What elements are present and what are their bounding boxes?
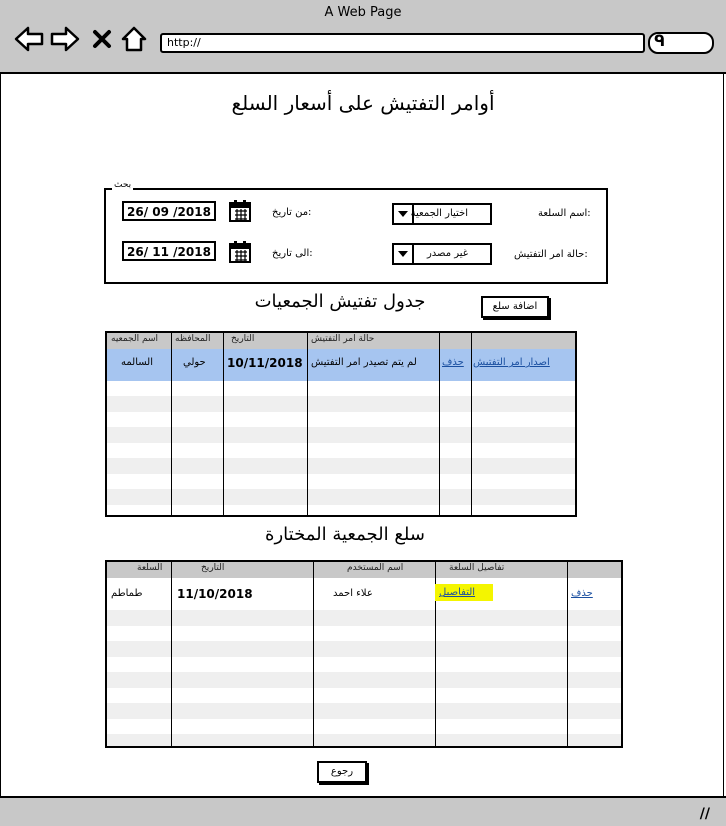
status-cell: لم يتم تصيدر امر التفتيش bbox=[311, 357, 417, 368]
commodity-cell: طماطم bbox=[111, 588, 143, 599]
add-goods-button[interactable]: اضافة سلع bbox=[481, 296, 549, 318]
date-cell: 10/11/2018 bbox=[227, 356, 303, 370]
resize-grip-icon[interactable]: // bbox=[699, 806, 710, 822]
home-icon[interactable] bbox=[120, 26, 148, 52]
search-icon: ᑫ bbox=[654, 32, 666, 50]
browser-toolbar bbox=[0, 0, 726, 74]
delete-link[interactable]: حذف bbox=[442, 357, 464, 368]
delete-link[interactable]: حذف bbox=[571, 588, 593, 599]
back-icon[interactable] bbox=[14, 26, 44, 52]
col-header-date: التاريخ bbox=[201, 563, 225, 573]
to-date-field[interactable]: 26/ 11 /2018 bbox=[122, 241, 216, 261]
search-legend: بحث bbox=[114, 180, 132, 190]
from-date-field[interactable]: 26/ 09 /2018 bbox=[122, 201, 216, 221]
back-button[interactable]: رجوع bbox=[317, 761, 367, 783]
societies-table bbox=[105, 331, 577, 517]
col-header-status: حالة امر التفتيش bbox=[311, 334, 375, 344]
society-cell: السالمه bbox=[121, 357, 153, 368]
browser-search-box[interactable] bbox=[648, 32, 714, 54]
col-header-commodity: السلعة bbox=[137, 563, 163, 573]
date-cell: 11/10/2018 bbox=[177, 587, 253, 601]
goods-table bbox=[105, 560, 623, 748]
commodity-select[interactable]: اختيار الجمعية bbox=[392, 203, 492, 225]
from-date-label: من تاريخ: bbox=[272, 207, 312, 218]
user-cell: علاء احمد bbox=[333, 588, 373, 599]
col-header-user: اسم المستخدم bbox=[347, 563, 404, 573]
col-header-details: تفاصيل السلعة bbox=[449, 563, 505, 573]
col-header-governorate: المحافظه bbox=[175, 334, 211, 344]
forward-icon[interactable] bbox=[50, 26, 80, 52]
col-header-date: التاريخ bbox=[231, 334, 255, 344]
window-title: A Web Page bbox=[324, 5, 402, 20]
url-input[interactable]: http:// bbox=[160, 33, 645, 53]
close-icon[interactable] bbox=[92, 29, 112, 49]
to-date-label: الى تاريخ: bbox=[272, 248, 313, 259]
chevron-down-icon bbox=[394, 245, 414, 263]
status-select[interactable]: غير مصدر bbox=[392, 243, 492, 265]
societies-table-title: جدول تفتيش الجمعيات bbox=[254, 291, 426, 312]
selected-goods-title: سلع الجمعية المختارة bbox=[265, 524, 425, 545]
calendar-icon[interactable] bbox=[228, 199, 252, 223]
status-bar bbox=[0, 796, 726, 826]
details-link[interactable]: التفاصيل bbox=[435, 584, 493, 601]
commodity-label: اسم السلعة: bbox=[538, 208, 591, 219]
status-label: حالة امر التفتيش: bbox=[514, 249, 588, 260]
page-title: أوامر التفتيش على أسعار السلع bbox=[231, 91, 495, 115]
col-header-society: اسم الجمعيه bbox=[111, 334, 159, 344]
calendar-icon[interactable] bbox=[228, 240, 252, 264]
governorate-cell: حولي bbox=[183, 357, 206, 368]
issue-order-link[interactable]: اصدار امر التفتيش bbox=[473, 357, 550, 368]
